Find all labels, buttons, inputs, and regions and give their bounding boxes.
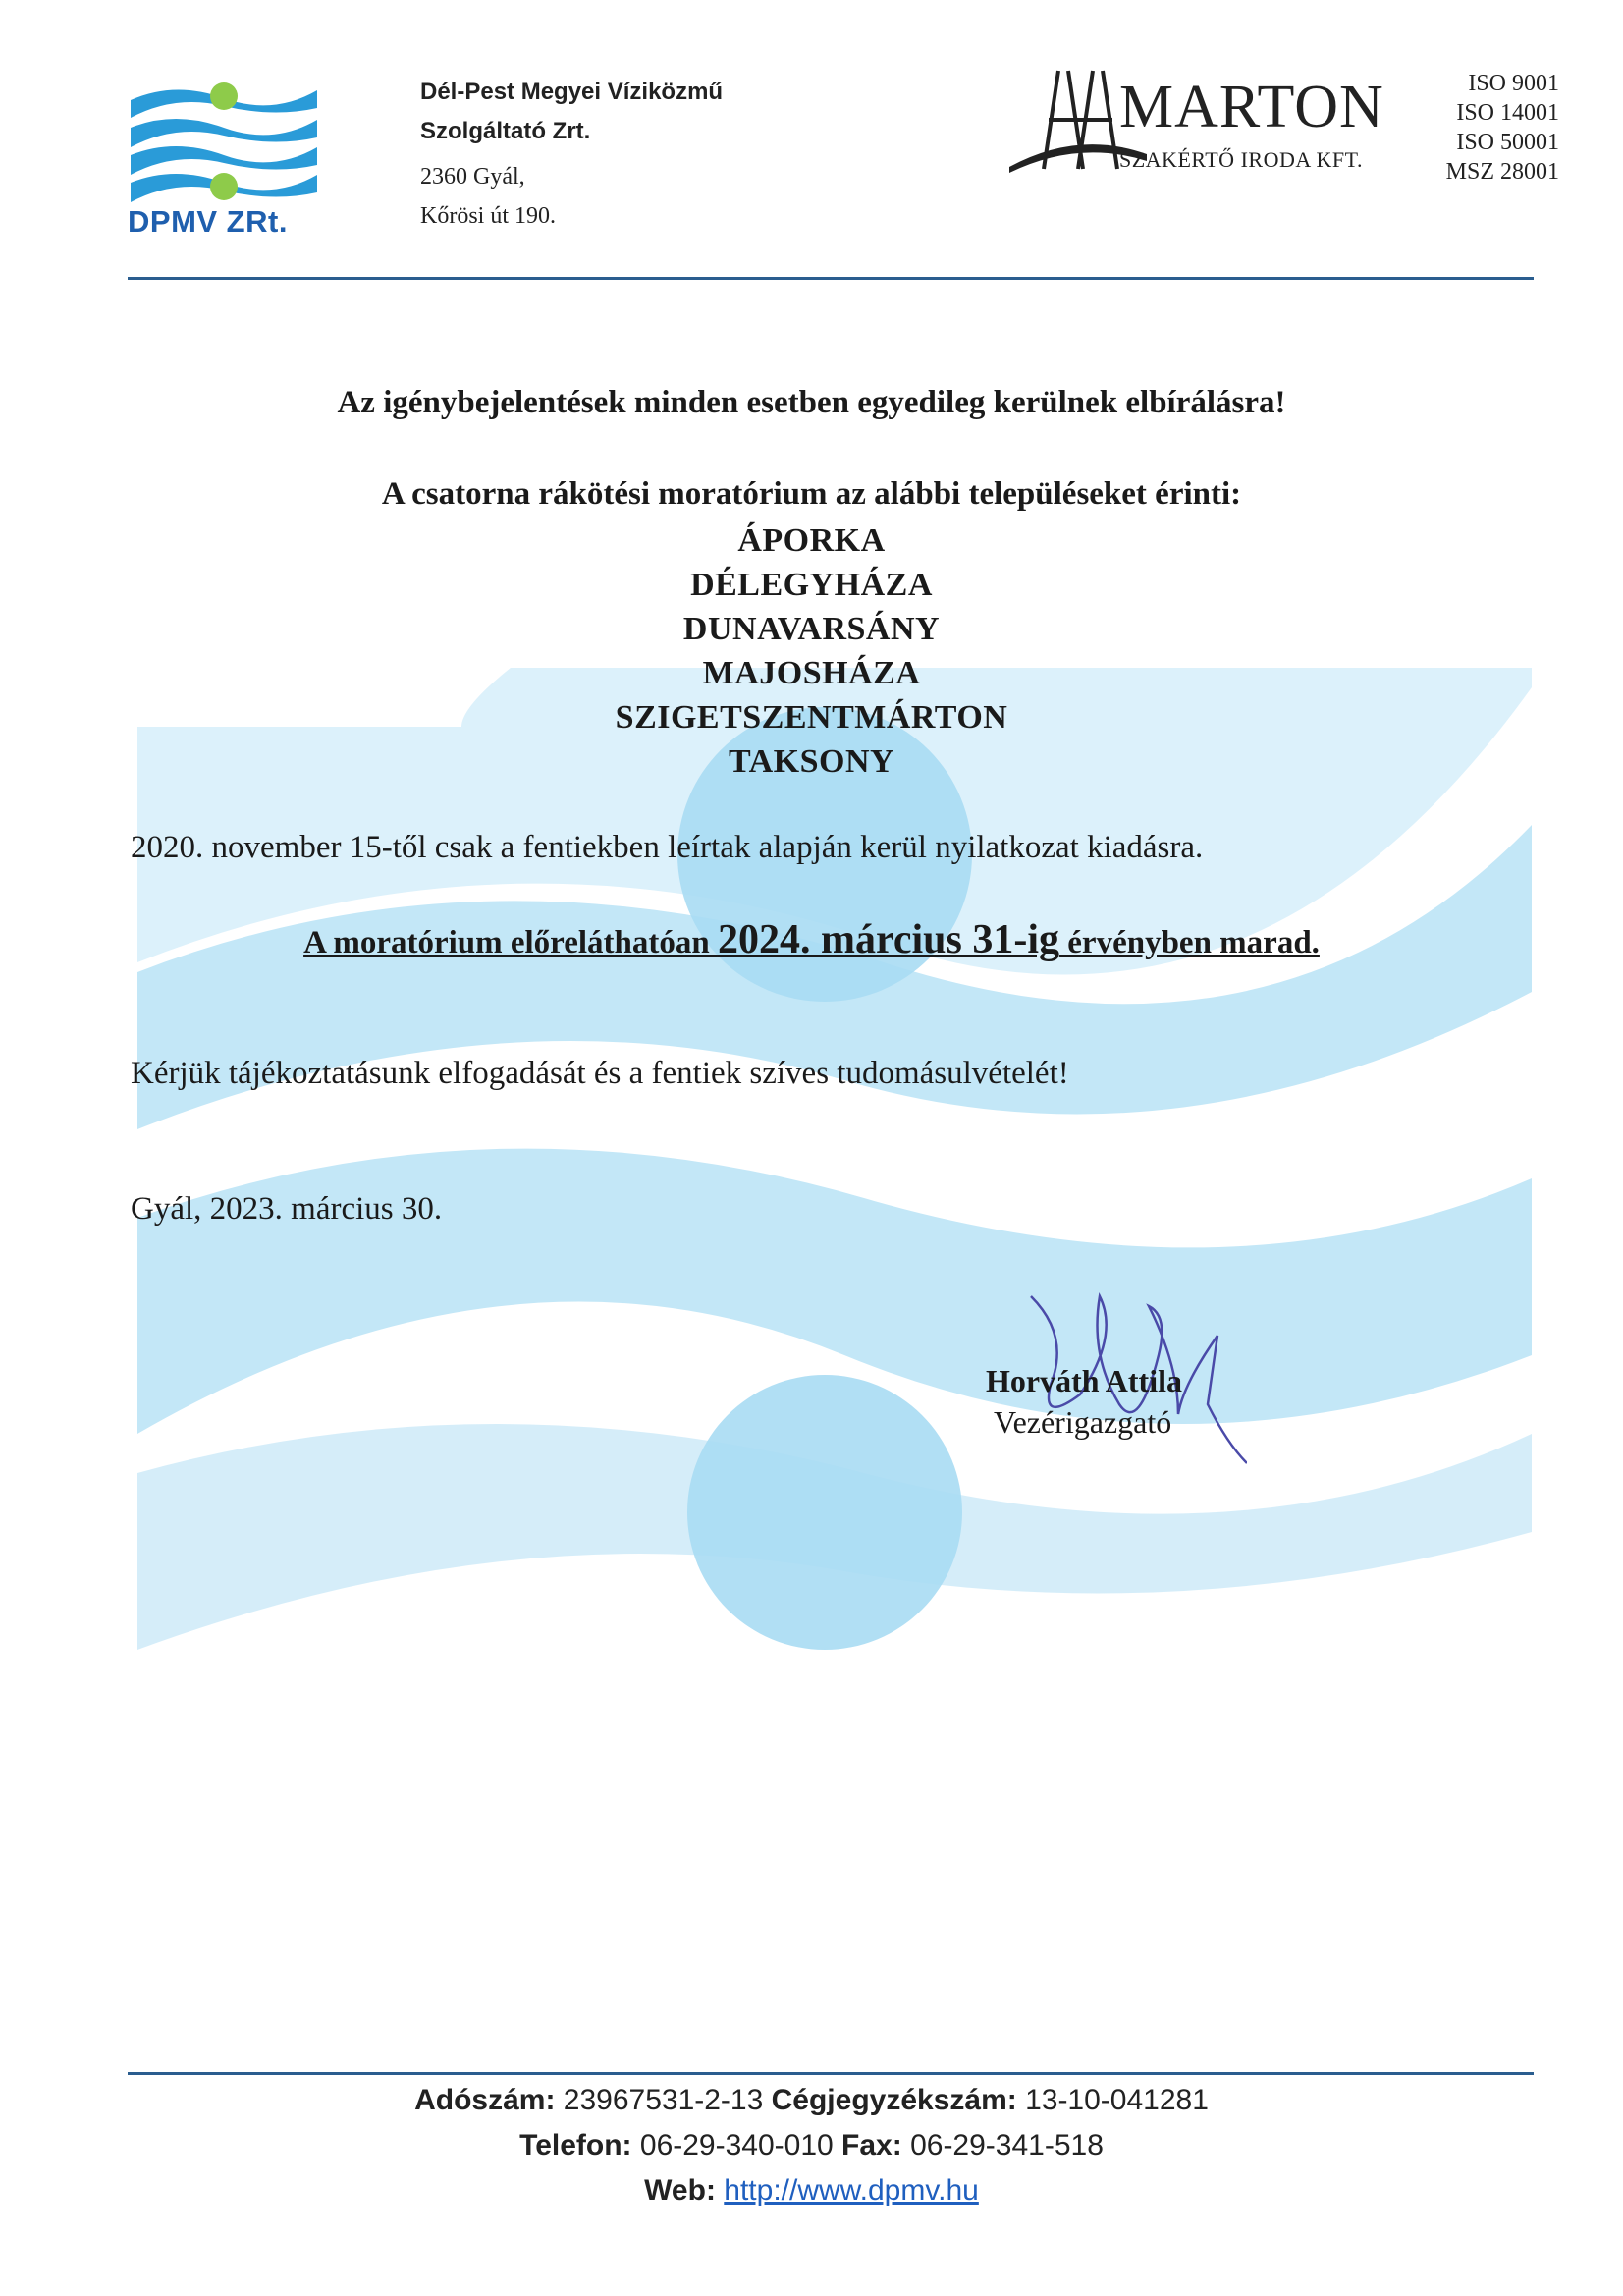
moratorium-line xyxy=(0,916,1623,963)
address-line2: Kőrösi út 190. xyxy=(420,203,556,229)
notice-text: Az igénybejelentések minden esetben egyedileg kerülnek elbírálásra! xyxy=(337,385,1286,420)
web-label: Web: xyxy=(644,2174,716,2207)
footer-line-web xyxy=(0,2174,1623,2208)
town-item: DUNAVARSÁNY xyxy=(682,611,941,647)
phone-value: 06-29-340-010 xyxy=(631,2129,842,2161)
company-address xyxy=(420,157,556,236)
iso-certifications xyxy=(1412,69,1559,187)
moratorium-date: 2024. március 31-ig xyxy=(717,917,1060,962)
marton-subtitle: SZAKÉRTŐ IRODA KFT. xyxy=(1119,147,1363,172)
registration-label: Cégjegyzékszám: xyxy=(771,2084,1017,2116)
fax-value: 06-29-341-518 xyxy=(901,2129,1104,2161)
phone-label: Telefon: xyxy=(519,2129,632,2161)
footer-divider xyxy=(128,2072,1534,2075)
place-date: Gyál, 2023. március 30. xyxy=(131,1191,443,1227)
address-line1: 2360 Gyál, xyxy=(420,164,525,190)
iso-item: ISO 9001 xyxy=(1468,71,1559,96)
dpmv-logo-text: DPMV ZRt. xyxy=(128,204,288,239)
town-item: MAJOSHÁZA xyxy=(702,655,921,691)
town-item: TAKSONY xyxy=(728,743,895,780)
request-text: Kérjük tájékoztatásunk elfogadását és a fentiek szíves tudomásulvételét! xyxy=(131,1056,1069,1091)
iso-item: ISO 14001 xyxy=(1456,100,1559,126)
intro-text: A csatorna rákötési moratórium az alábbi településeket érinti: xyxy=(381,476,1242,512)
moratorium-suffix: érvényben marad. xyxy=(1059,925,1320,960)
town-item: DÉLEGYHÁZA xyxy=(690,567,933,603)
town-item: ÁPORKA xyxy=(737,522,886,559)
watermark-logo xyxy=(137,668,1532,1689)
date-statement: 2020. november 15-től csak a fentiekben leírtak alapján kerül nyilatkozat kiadásra. xyxy=(131,830,1204,865)
website-link[interactable]: http://www.dpmv.hu xyxy=(724,2174,979,2207)
company-name-line2: Szolgáltató Zrt. xyxy=(420,118,591,144)
marton-name: MARTON xyxy=(1119,74,1384,140)
moratorium-prefix: A moratórium előreláthatóan xyxy=(303,925,718,960)
town-list xyxy=(0,519,1623,784)
footer-line-contact xyxy=(0,2129,1623,2162)
company-name-line1: Dél-Pest Megyei Víziközmű xyxy=(420,79,724,105)
town-item: SZIGETSZENTMÁRTON xyxy=(615,699,1008,736)
signer-name: Horváth Attila xyxy=(986,1363,1182,1398)
registration-value: 13-10-041281 xyxy=(1016,2084,1209,2116)
signer-title: Vezérigazgató xyxy=(994,1404,1172,1440)
footer-line-registration xyxy=(0,2084,1623,2117)
iso-item: MSZ 28001 xyxy=(1445,159,1559,185)
tax-label: Adószám: xyxy=(414,2084,556,2116)
fax-label: Fax: xyxy=(841,2129,902,2161)
company-name xyxy=(420,73,723,151)
tax-value: 23967531-2-13 xyxy=(555,2084,772,2116)
header-divider xyxy=(128,277,1534,280)
iso-item: ISO 50001 xyxy=(1456,130,1559,155)
